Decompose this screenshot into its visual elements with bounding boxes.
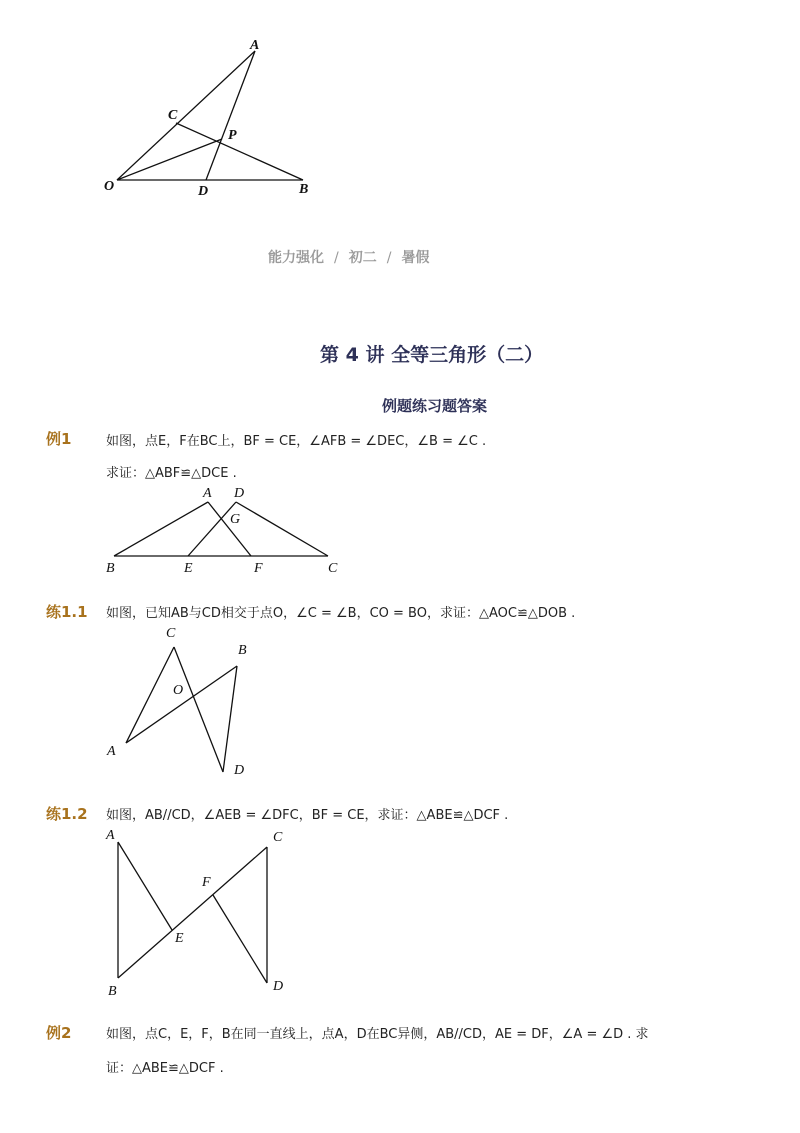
segment-ca — [126, 647, 174, 743]
breadcrumb-separator: / — [386, 250, 392, 266]
problem-tag: 练1.2 — [46, 805, 88, 823]
segment-bc — [118, 847, 267, 978]
figure-practice-1-1 — [100, 622, 270, 777]
top-figure — [100, 35, 330, 200]
label-d: D — [234, 486, 245, 501]
problem-text: 如图，点C，E，F，B在同一直线上，点A，D在BC异侧，AB//CD，AE = DF，∠A = ∠D . 求 — [106, 1027, 649, 1042]
segment-op — [117, 139, 222, 180]
label-c: C — [328, 561, 338, 576]
segment-bd — [223, 666, 237, 772]
label-a: A — [106, 828, 115, 843]
label-o: O — [173, 683, 184, 698]
label-c: C — [168, 108, 178, 123]
problem-text: 证：△ABE≌△DCF . — [106, 1061, 224, 1076]
problem-tag: 练1.1 — [46, 603, 88, 621]
page-title: 第 4 讲 全等三角形（二） — [320, 344, 544, 366]
section-title: 例题练习题答案 — [382, 397, 488, 415]
segment-ad — [206, 51, 255, 180]
problem-text: 求证：△ABF≌△DCE . — [106, 466, 237, 481]
label-e: E — [184, 561, 193, 576]
label-b: B — [108, 984, 117, 999]
label-a: A — [250, 38, 260, 53]
breadcrumb — [268, 247, 429, 267]
problem-text: 如图，点E，F在BC上，BF = CE，∠AFB = ∠DEC，∠B = ∠C . — [106, 434, 487, 449]
label-d: D — [198, 184, 209, 199]
problem-tag: 例2 — [46, 1024, 72, 1042]
label-c: C — [273, 830, 283, 845]
label-a: A — [203, 486, 212, 501]
segment-ab — [126, 666, 237, 743]
segment-dc — [236, 502, 328, 556]
figure-example-1 — [100, 485, 360, 580]
label-o: O — [104, 179, 115, 194]
breadcrumb-item: 能力强化 — [268, 250, 324, 266]
segment-cd — [174, 647, 223, 772]
problem-text: 如图，AB//CD，∠AEB = ∠DFC，BF = CE，求证：△ABE≌△DCF . — [106, 808, 509, 823]
label-f: F — [254, 561, 263, 576]
label-b: B — [106, 561, 115, 576]
segment-oa — [117, 51, 255, 180]
breadcrumb-separator: / — [334, 250, 339, 266]
problem-tag: 例1 — [46, 430, 72, 448]
segment-fd — [213, 895, 267, 983]
label-a: A — [107, 744, 116, 759]
label-g: G — [230, 512, 241, 527]
label-p: P — [228, 128, 237, 143]
label-b: B — [299, 182, 309, 197]
figure-practice-1-2 — [100, 825, 300, 1000]
label-c: C — [166, 626, 176, 641]
breadcrumb-item: 初二 — [348, 250, 377, 266]
problem-text: 如图，已知AB与CD相交于点O，∠C = ∠B，CO = BO，求证：△AOC≌△DOB . — [106, 606, 576, 621]
label-d: D — [234, 763, 245, 778]
breadcrumb-item: 暑假 — [401, 250, 430, 266]
label-f: F — [202, 875, 211, 890]
label-d: D — [273, 979, 284, 994]
label-b: B — [238, 643, 247, 658]
segment-cb — [176, 123, 303, 180]
segment-ba — [114, 502, 208, 556]
label-e: E — [175, 931, 184, 946]
segment-ae — [118, 842, 172, 930]
